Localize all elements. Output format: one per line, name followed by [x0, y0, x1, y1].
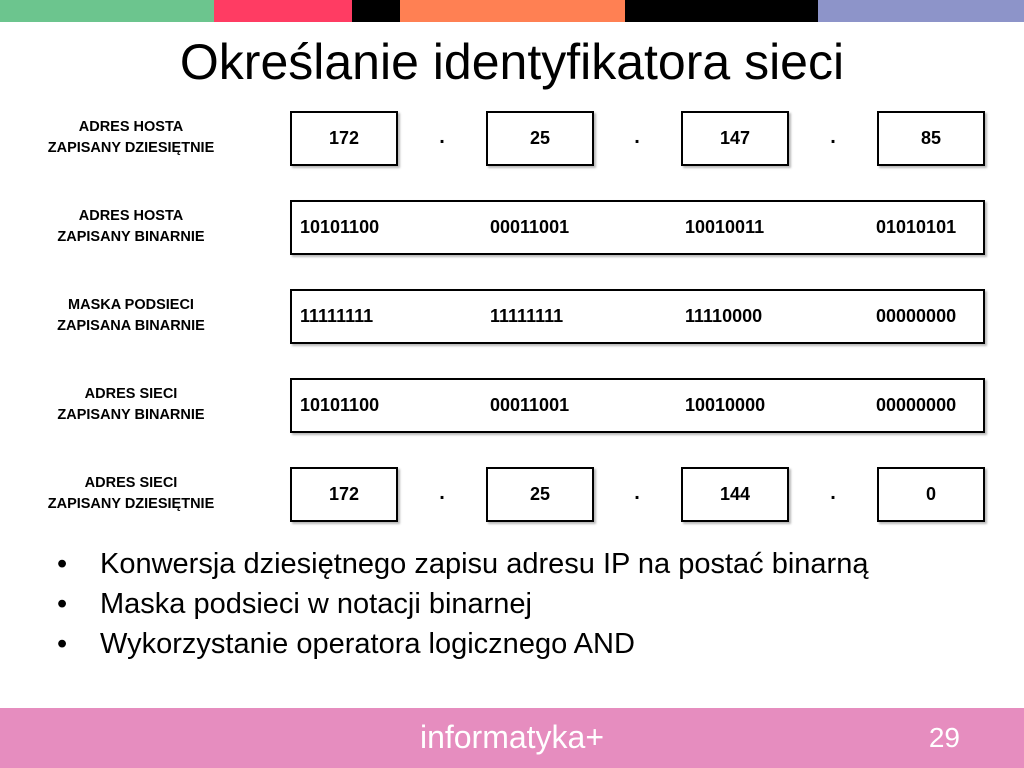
octet-box: 172 [290, 467, 398, 522]
color-segment-green [0, 0, 214, 22]
octet-box: 85 [877, 111, 985, 166]
bullet-text: Wykorzystanie operatora logicznego AND [100, 628, 635, 660]
octet-separator: . [830, 482, 836, 504]
octet-box: 0 [877, 467, 985, 522]
row-label-line: MASKA PODSIECI [68, 297, 194, 313]
octet-separator: . [439, 126, 445, 148]
color-segment-black-2 [625, 0, 818, 22]
bullet-text: Maska podsieci w notacji binarnej [100, 588, 532, 620]
binary-octet: 00000000 [876, 395, 957, 415]
row-label-mask-binary [0, 295, 262, 337]
bullet-list [55, 548, 935, 668]
row-label-line: ADRES SIECI [84, 475, 178, 491]
binary-octet: 10010000 [685, 395, 766, 415]
octet-box: 172 [290, 111, 398, 166]
binary-octet: 00000000 [876, 306, 957, 326]
page-number: 29 [928, 722, 960, 753]
binary-octet: 01010101 [876, 217, 957, 237]
binary-octet: 00011001 [490, 395, 570, 415]
binary-octet: 11111111 [490, 306, 564, 326]
color-segment-red [214, 0, 352, 22]
binary-octet: 11111111 [300, 306, 374, 326]
row-label-line: ADRES HOSTA [78, 119, 184, 135]
row-label-line: ZAPISANY BINARNIE [57, 229, 205, 245]
binary-octet: 00011001 [490, 217, 570, 237]
bullet-item [55, 588, 935, 621]
bullet-text: Konwersja dziesiętnego zapisu adresu IP na postać binarną [100, 548, 869, 580]
binary-octet: 10010011 [685, 217, 765, 237]
footer-bar [0, 708, 1024, 768]
binary-octet: 10101100 [300, 395, 380, 415]
octet-separator: . [830, 126, 836, 148]
row-label-host-decimal [0, 117, 262, 159]
row-label-network-binary [0, 384, 262, 426]
binary-octet: 11110000 [685, 306, 763, 326]
brand-logo-text: informatyka+ [419, 719, 605, 755]
octet-box: 25 [486, 467, 594, 522]
bullet-item [55, 628, 935, 661]
row-label-line: ZAPISANY BINARNIE [57, 407, 205, 423]
slide-title: Określanie identyfikatora sieci [179, 34, 845, 90]
top-color-bar [0, 0, 1024, 22]
row-label-line: ZAPISANA BINARNIE [57, 318, 205, 334]
row-label-line: ADRES SIECI [84, 386, 178, 402]
octet-box: 25 [486, 111, 594, 166]
bullet-item [55, 548, 935, 581]
bullet-icon: • [57, 628, 68, 660]
binary-network-box [290, 378, 985, 433]
row-label-network-decimal [0, 473, 262, 515]
octet-separator: . [634, 126, 640, 148]
color-segment-orange [400, 0, 625, 22]
row-label-line: ZAPISANY DZIESIĘTNIE [47, 496, 215, 512]
bullet-icon: • [57, 548, 68, 580]
bullet-icon: • [57, 588, 68, 620]
binary-mask-box [290, 289, 985, 344]
octet-box: 147 [681, 111, 789, 166]
octet-separator: . [439, 482, 445, 504]
octet-box: 144 [681, 467, 789, 522]
binary-host-box [290, 200, 985, 255]
row-label-line: ADRES HOSTA [78, 208, 184, 224]
row-label-host-binary [0, 206, 262, 248]
binary-octet: 10101100 [300, 217, 380, 237]
color-segment-purple [818, 0, 1024, 22]
octet-separator: . [634, 482, 640, 504]
row-label-line: ZAPISANY DZIESIĘTNIE [47, 140, 215, 156]
color-segment-black [352, 0, 400, 22]
